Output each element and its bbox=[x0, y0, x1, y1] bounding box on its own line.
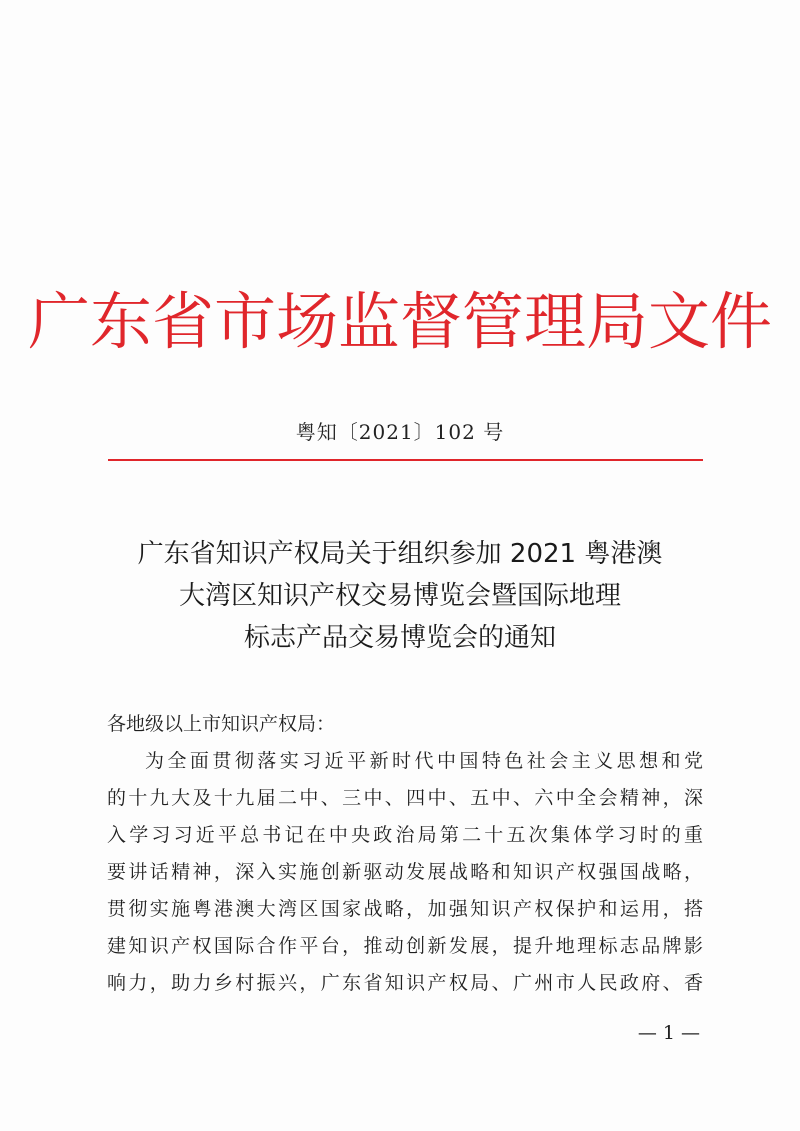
paragraph-line: 入学习习近平总书记在中央政治局第二十五次集体学习时的重 bbox=[107, 824, 703, 846]
notice-title bbox=[90, 533, 710, 659]
paragraph-line: 建知识产权国际合作平台，推动创新发展，提升地理标志品牌影 bbox=[107, 935, 703, 957]
issuing-authority-title: 广东省市场监督管理局文件 bbox=[27, 285, 772, 358]
document-number: 粤知〔2021〕102 号 bbox=[295, 420, 505, 444]
paragraph-line: 为全面贯彻落实习近平新时代中国特色社会主义思想和党 bbox=[145, 750, 703, 772]
notice-title-line: 大湾区知识产权交易博览会暨国际地理 bbox=[178, 581, 621, 611]
salutation: 各地级以上市知识产权局： bbox=[107, 713, 336, 735]
paragraph-line: 的十九大及十九届二中、三中、四中、五中、六中全会精神，深 bbox=[107, 787, 703, 809]
page-number: — 1 — bbox=[637, 1022, 700, 1044]
document-body bbox=[107, 706, 703, 1002]
paragraph-line: 要讲话精神，深入实施创新驱动发展战略和知识产权强国战略， bbox=[107, 861, 703, 883]
notice-title-line: 标志产品交易博览会的通知 bbox=[243, 623, 556, 653]
red-separator-line bbox=[108, 459, 703, 461]
paragraph-line: 响力，助力乡村振兴，广东省知识产权局、广州市人民政府、香 bbox=[107, 972, 703, 994]
paragraph-line: 贯彻实施粤港澳大湾区国家战略，加强知识产权保护和运用，搭 bbox=[107, 898, 703, 920]
notice-title-line: 广东省知识产权局关于组织参加 2021 粤港澳 bbox=[137, 539, 663, 569]
